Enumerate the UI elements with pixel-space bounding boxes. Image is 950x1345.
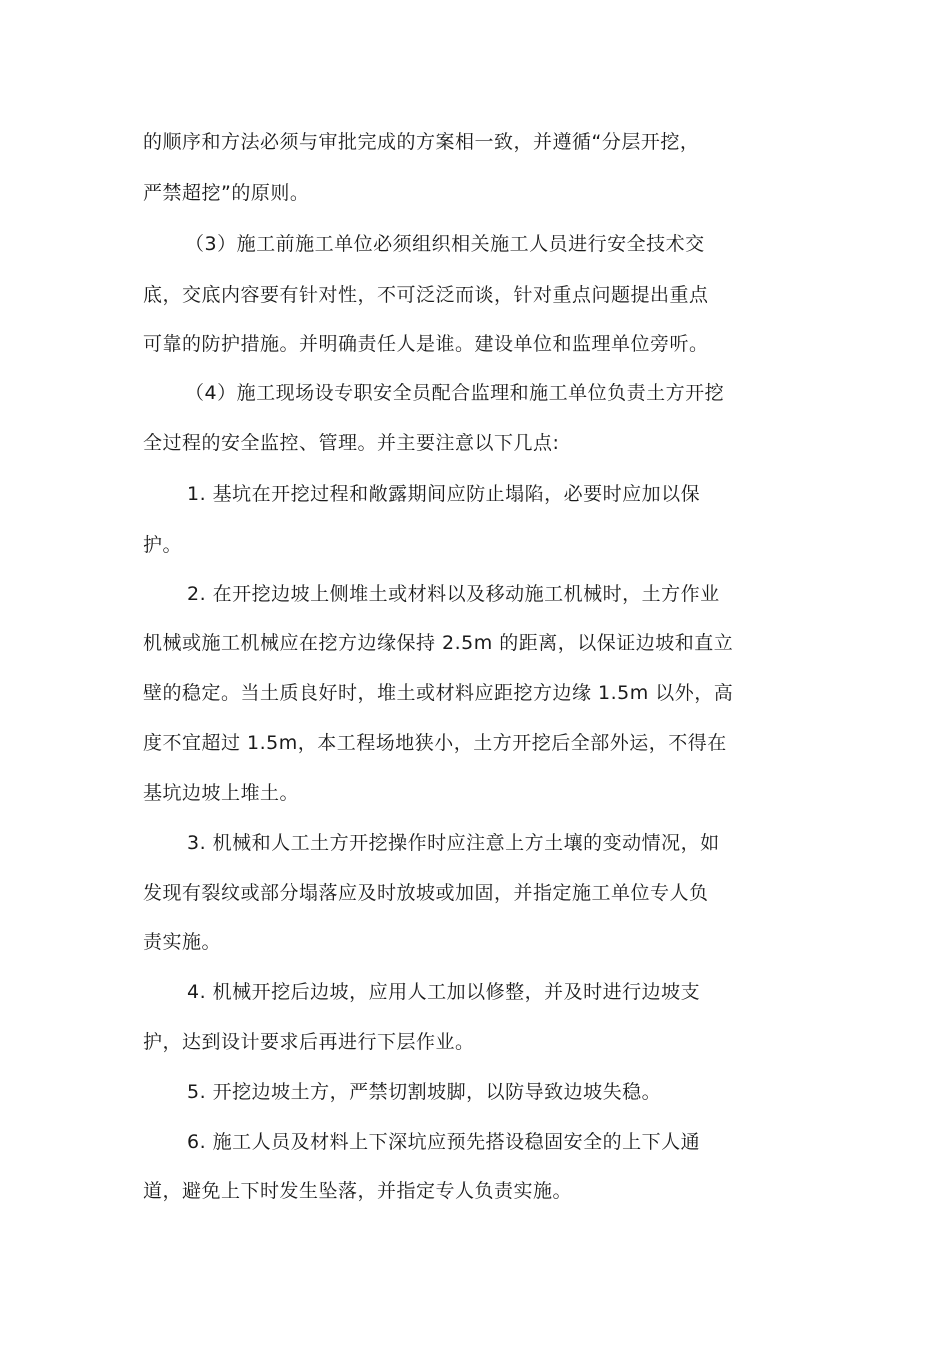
text-line: 6. 施工人员及材料上下深坑应预先搭设稳固安全的上下人通 [187,1131,701,1153]
text-line: 1. 基坑在开挖过程和敞露期间应防止塌陷，必要时应加以保 [187,483,701,505]
text-line: 道，避免上下时发生坠落，并指定专人负责实施。 [143,1180,573,1202]
text-line: 度不宜超过 1.5m，本工程场地狭小，土方开挖后全部外运，不得在 [143,732,727,754]
text-line: （4）施工现场设专职安全员配合监理和施工单位负责土方开挖 [185,382,725,404]
text-line: 底，交底内容要有针对性，不可泛泛而谈，针对重点问题提出重点 [143,284,709,306]
text-line: 机械或施工机械应在挖方边缘保持 2.5m 的距离，以保证边坡和直立 [143,632,734,654]
text-line: 壁的稳定。当土质良好时，堆土或材料应距挖方边缘 1.5m 以外，高 [143,682,734,704]
text-line: 的顺序和方法必须与审批完成的方案相一致，并遵循“分层开挖， [143,131,700,153]
text-line: （3）施工前施工单位必须组织相关施工人员进行安全技术交 [185,233,705,255]
text-line: 5. 开挖边坡土方，严禁切割坡脚，以防导致边坡失稳。 [187,1081,662,1103]
text-line: 3. 机械和人工土方开挖操作时应注意上方土壤的变动情况，如 [187,832,720,854]
text-line: 可靠的防护措施。并明确责任人是谁。建设单位和监理单位旁听。 [143,333,709,355]
text-line: 护。 [143,534,183,556]
text-line: 责实施。 [143,931,222,953]
text-line: 基坑边坡上堆土。 [143,782,300,804]
text-line: 2. 在开挖边坡上侧堆土或材料以及移动施工机械时，土方作业 [187,583,720,605]
text-line: 护，达到设计要求后再进行下层作业。 [143,1031,475,1053]
text-line: 发现有裂纹或部分塌落应及时放坡或加固，并指定施工单位专人负 [143,882,709,904]
text-line: 严禁超挖”的原则。 [143,182,310,204]
text-line: 4. 机械开挖后边坡，应用人工加以修整，并及时进行边坡支 [187,981,701,1003]
text-line: 全过程的安全监控、管理。并主要注意以下几点: [143,432,560,454]
